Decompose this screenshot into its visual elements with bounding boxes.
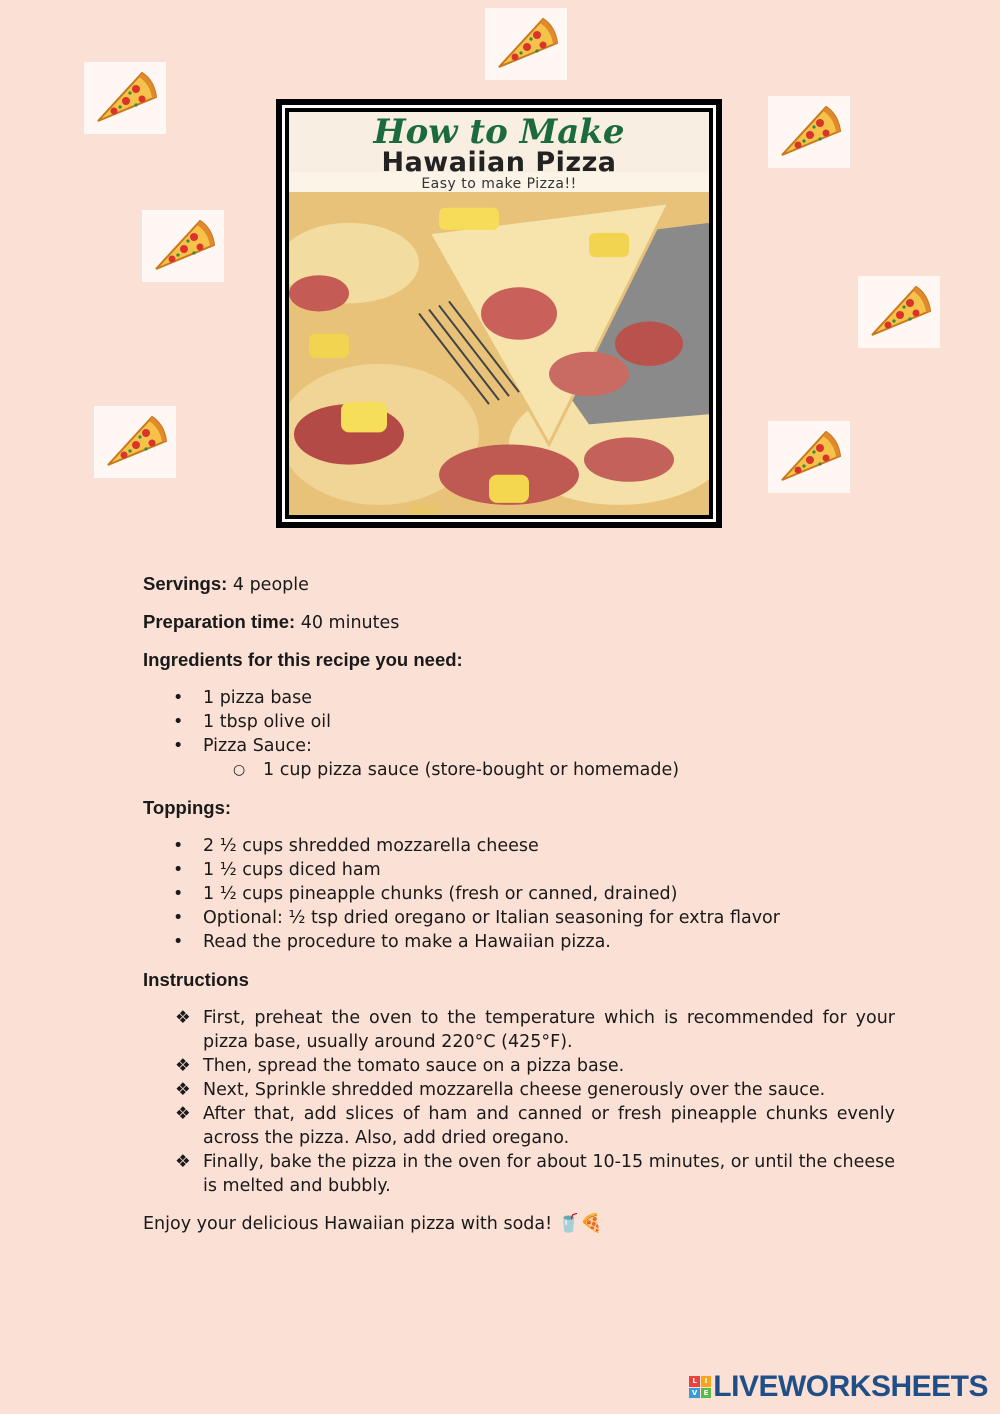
diamond-bullet-icon: ❖ [175,1056,191,1076]
list-item: • 2 ½ cups shredded mozzarella cheese [143,834,895,858]
hero-image-border [282,105,716,522]
pizza-slice-icon [491,13,561,75]
instructions-heading-text: Instructions [143,969,249,990]
instruction-step [143,1006,895,1054]
ingredients-heading-text: Ingredients for this recipe you need: [143,649,463,670]
list-item: • 1 ½ cups diced ham [143,858,895,882]
logo-letter: L [689,1376,700,1387]
servings-line [143,572,895,596]
hero-image-frame [276,99,722,528]
pizza-slice-icon [90,67,160,129]
pizza-sticker-4 [142,210,224,282]
diamond-bullet-icon: ❖ [175,1152,191,1172]
pizza-slice-icon [774,426,844,488]
brand-name: LIVEWORKSHEETS [713,1370,988,1403]
pizza-slice-icon [864,281,934,343]
toppings-list [143,834,895,954]
liveworksheets-brand[interactable] [689,1370,988,1404]
prep-time-value: 40 minutes [295,613,400,633]
servings-value: 4 people [227,575,309,595]
pizza-sticker-1 [84,62,166,134]
closing-text: Enjoy your delicious Hawaiian pizza with soda! [143,1214,558,1234]
pizza-sticker-2 [485,8,567,80]
hero-script-title: How to Make [373,112,625,152]
diamond-bullet-icon: ❖ [175,1104,191,1124]
pizza-slice-icon [100,411,170,473]
list-item: • 1 ½ cups pineapple chunks (fresh or canned, drained) [143,882,895,906]
list-item: • Optional: ½ tsp dried oregano or Italian seasoning for extra flavor [143,906,895,930]
toppings-heading [143,796,895,820]
instruction-step [143,1054,895,1078]
instruction-text: Next, Sprinkle shredded mozzarella cheese generously over the sauce. [203,1080,826,1100]
list-item: • Pizza Sauce: [143,734,895,758]
logo-letter: V [689,1388,700,1399]
instructions-heading [143,968,895,992]
closing-line [143,1212,895,1236]
pizza-slice-icon [774,101,844,163]
instruction-step [143,1078,895,1102]
instruction-text: First, preheat the oven to the temperature which is recommended for your pizza base, usually around 220°C (425°F). [203,1008,895,1052]
ingredients-heading [143,648,895,672]
instruction-step [143,1102,895,1150]
pizza-slice-icon [148,215,218,277]
list-item: • Read the procedure to make a Hawaiian pizza. [143,930,895,954]
diamond-bullet-icon: ❖ [175,1008,191,1028]
list-item: • 1 tbsp olive oil [143,710,895,734]
pizza-sticker-7 [768,421,850,493]
instruction-text: Then, spread the tomato sauce on a pizza base. [203,1056,625,1076]
soda-pizza-emoji-icon: 🥤🍕 [557,1213,603,1234]
sub-list-item: ○ 1 cup pizza sauce (store-bought or homemade) [143,758,895,782]
prep-time-line [143,610,895,634]
pizza-sticker-3 [768,96,850,168]
hero-title: Hawaiian Pizza [381,147,617,178]
list-item: • 1 pizza base [143,686,895,710]
recipe-content [143,572,895,1236]
toppings-heading-text: Toppings: [143,797,232,818]
instruction-text: After that, add slices of ham and canned or fresh pineapple chunks evenly across the pizza. Also, add dried oregano. [203,1104,895,1148]
hero-pizza-photo [289,112,709,515]
logo-letter: I [701,1376,712,1387]
diamond-bullet-icon: ❖ [175,1080,191,1100]
prep-time-label: Preparation time: [143,611,296,632]
instructions-list [143,1006,895,1198]
logo-letter: E [701,1388,712,1399]
pizza-sticker-5 [858,276,940,348]
ingredients-list [143,686,895,782]
hero-subtitle: Easy to make Pizza!! [421,176,577,192]
hero-title-banner [289,112,709,192]
instruction-text: Finally, bake the pizza in the oven for about 10-15 minutes, or until the cheese is melted and bubbly. [203,1152,895,1196]
instruction-step [143,1150,895,1198]
liveworksheets-logo-icon [689,1376,711,1398]
servings-label: Servings: [143,573,228,594]
pizza-sticker-6 [94,406,176,478]
